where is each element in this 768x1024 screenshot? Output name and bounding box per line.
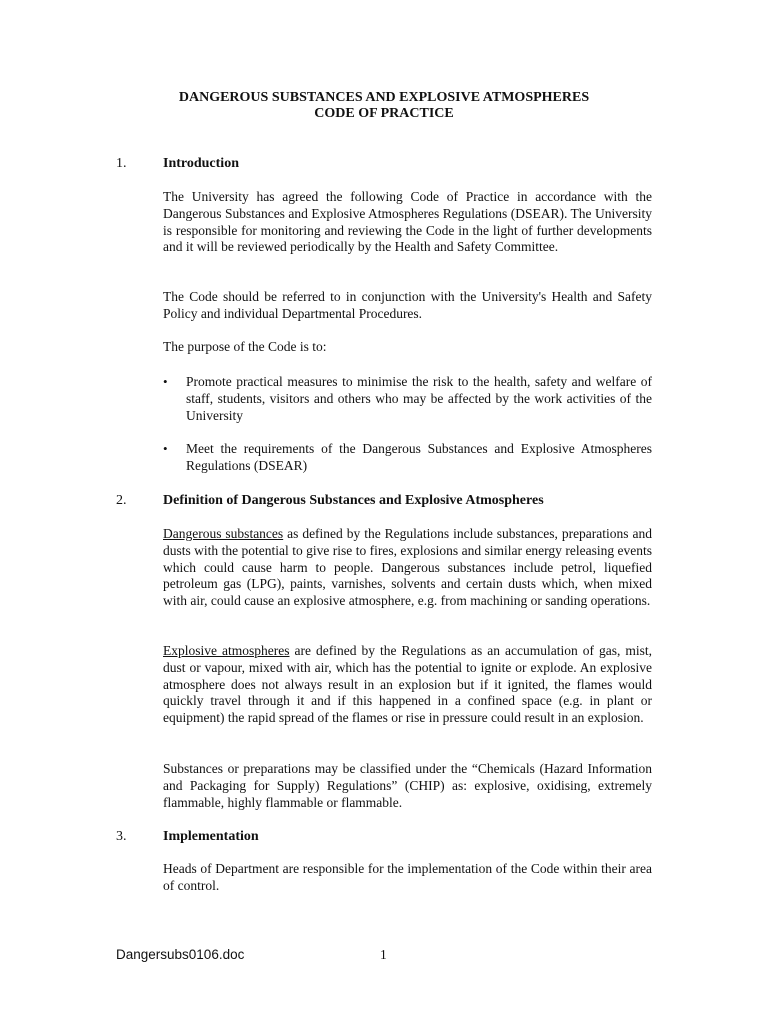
section-3-number: 3. <box>116 829 127 844</box>
term-dangerous-substances: Dangerous substances <box>163 526 284 541</box>
section-1-paragraph-3: The purpose of the Code is to: <box>163 339 327 354</box>
section-2-paragraph-3: Substances or preparations may be classified under the “Chemicals (Hazard Information and Packaging for Supply) Regulations” (CHIP) as: explosive, oxidising, extremely flammable, highly flammable or flammable. <box>163 761 652 810</box>
section-1-paragraph-1: The University has agreed the following Code of Practice in accordance with the Dangerous Substances and Explosive Atmospheres Regulations (DSEAR). The University is responsible for monitoring and reviewing the Code in the light of further developments and it will be reviewed periodically by the Health and Safety Committee. <box>163 189 652 255</box>
term-explosive-atmospheres: Explosive atmospheres <box>163 643 290 658</box>
section-2-paragraph-2-text: are defined by the Regulations as an accumulation of gas, mist, dust or vapour, mixed with air, which has the potential to ignite or explode. An explosive atmosphere does not always result in an explosion but if it ignited, the flames would quickly travel through it and if this happened in a confined space (e.g. in plant or equipment) the rapid spread of the flames or rise in pressure could result in an explosion. <box>163 643 652 726</box>
document-title-line2: CODE OF PRACTICE <box>314 106 454 121</box>
section-1-bullet-1: Promote practical measures to minimise the risk to the health, safety and welfare of staff, students, visitors and others who may be affected by the work activities of the University <box>186 374 652 423</box>
section-1-heading: Introduction <box>163 156 239 171</box>
section-3-heading: Implementation <box>163 829 259 844</box>
section-1-number: 1. <box>116 156 127 171</box>
document-title-line1: DANGEROUS SUBSTANCES AND EXPLOSIVE ATMOSPHERES <box>178 90 590 105</box>
section-3-paragraph-1: Heads of Department are responsible for the implementation of the Code within their area of control. <box>163 861 652 893</box>
bullet-icon: • <box>163 441 168 456</box>
section-2-heading: Definition of Dangerous Substances and Explosive Atmospheres <box>163 493 544 508</box>
footer-page-number: 1 <box>380 947 387 962</box>
section-2-number: 2. <box>116 493 127 508</box>
section-1-bullet-2: Meet the requirements of the Dangerous Substances and Explosive Atmospheres Regulations (DSEAR) <box>186 441 652 473</box>
section-1-paragraph-2: The Code should be referred to in conjunction with the University's Health and Safety Policy and individual Departmental Procedures. <box>163 289 652 321</box>
section-2-paragraph-1-text: as defined by the Regulations include substances, preparations and dusts with the potential to give rise to fires, explosions and similar energy releasing events which could cause harm to people. Dangerous substances include petrol, liquefied petroleum gas (LPG), paints, varnishes, solvents and certain dusts which, when mixed with air, could cause an explosive atmosphere, e.g. from machining or sanding operations. <box>163 526 652 609</box>
footer-filename: Dangersubs0106.doc <box>116 947 245 962</box>
section-2-paragraph-2 <box>163 643 652 727</box>
section-2-paragraph-1 <box>163 526 652 610</box>
bullet-icon: • <box>163 374 168 389</box>
